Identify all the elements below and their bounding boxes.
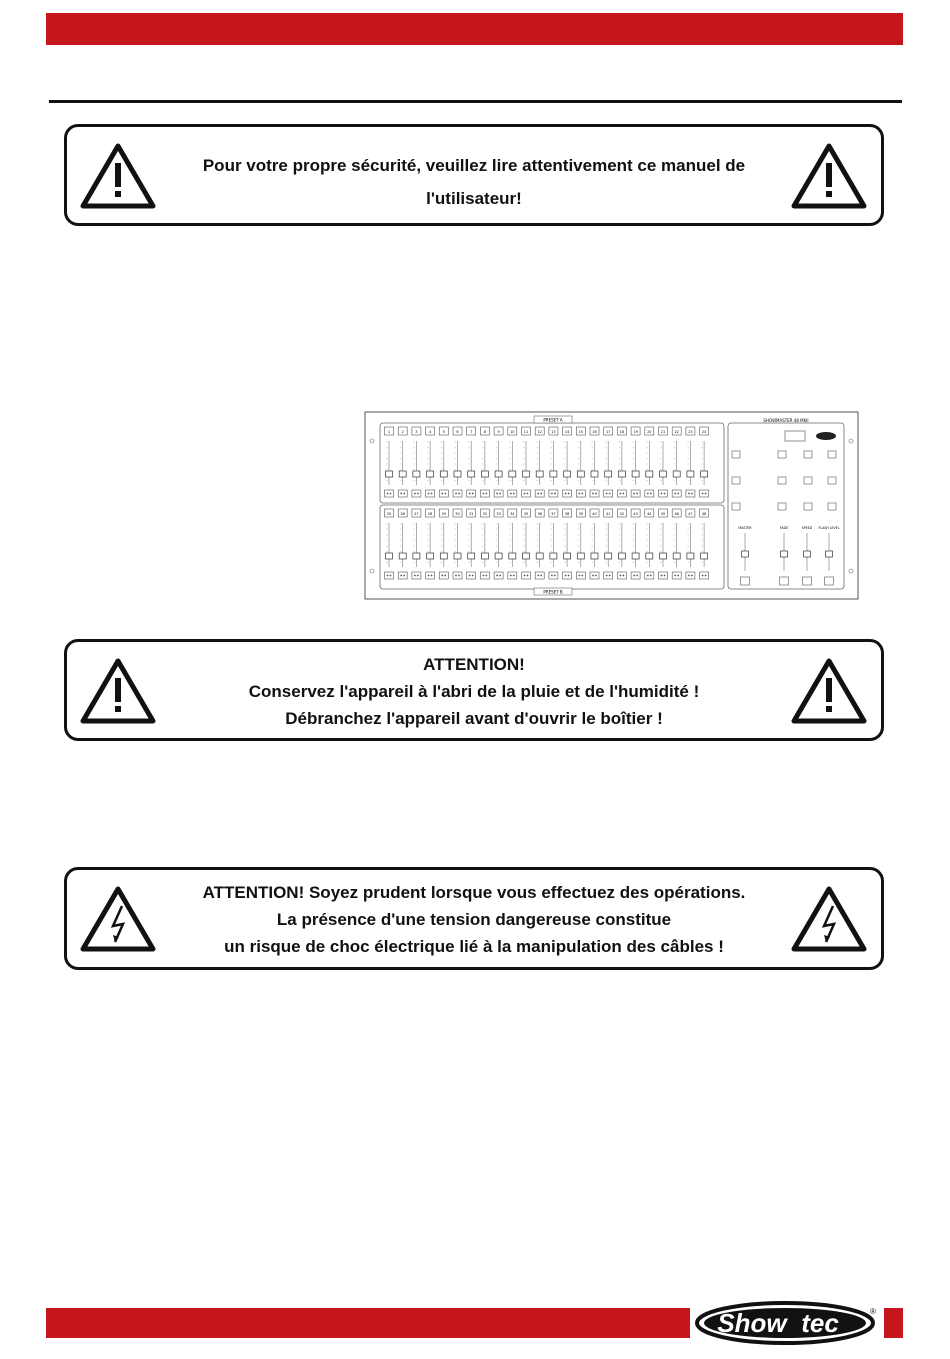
warning-line: La présence d'une tension dangereuse constitue xyxy=(276,910,672,929)
exclamation-triangle-icon xyxy=(80,143,156,209)
svg-text:FADE: FADE xyxy=(779,526,789,530)
svg-text:27: 27 xyxy=(414,512,419,516)
control-button xyxy=(778,477,786,484)
svg-text:7: 7 xyxy=(470,430,473,434)
control-button xyxy=(804,451,812,458)
svg-text:4: 4 xyxy=(428,430,432,434)
svg-text:MASTER: MASTER xyxy=(738,526,752,530)
control-button xyxy=(828,503,836,510)
control-button xyxy=(804,503,812,510)
preset-a-label: PRESET A xyxy=(543,417,563,423)
control-button xyxy=(732,477,740,484)
electrical-warning-box xyxy=(64,867,884,970)
svg-text:11: 11 xyxy=(523,430,529,434)
svg-text:FLASH LEVEL: FLASH LEVEL xyxy=(818,526,840,530)
svg-text:30: 30 xyxy=(455,512,460,516)
svg-text:10: 10 xyxy=(510,430,515,434)
svg-text:13: 13 xyxy=(551,430,556,434)
exclamation-triangle-icon xyxy=(80,658,156,724)
logo-registered-mark: ® xyxy=(870,1307,876,1316)
svg-text:37: 37 xyxy=(551,512,556,516)
svg-text:39: 39 xyxy=(578,512,584,516)
warning-line: Conservez l'appareil à l'abri de la pluie et de l'humidité ! xyxy=(248,682,700,701)
exclamation-triangle-icon xyxy=(791,143,867,209)
logo-text-tec: tec xyxy=(801,1308,839,1338)
svg-text:15: 15 xyxy=(578,430,584,434)
control-button xyxy=(778,503,786,510)
svg-text:43: 43 xyxy=(633,512,638,516)
exclamation-triangle-icon xyxy=(791,658,867,724)
svg-text:6: 6 xyxy=(456,430,459,434)
preset-b-label: PRESET B xyxy=(543,589,563,595)
svg-text:22: 22 xyxy=(674,430,679,434)
svg-text:40: 40 xyxy=(592,512,597,516)
svg-text:36: 36 xyxy=(537,512,542,516)
svg-text:2: 2 xyxy=(401,430,404,434)
control-button xyxy=(732,451,740,458)
warning-line: l'utilisateur! xyxy=(426,189,522,208)
header-rule xyxy=(49,100,902,103)
svg-text:24: 24 xyxy=(701,430,707,434)
lighting-console-illustration xyxy=(364,411,859,600)
control-button xyxy=(828,451,836,458)
svg-text:29: 29 xyxy=(441,512,447,516)
control-button xyxy=(778,451,786,458)
svg-text:17: 17 xyxy=(605,430,611,434)
svg-text:12: 12 xyxy=(537,430,542,434)
svg-text:3: 3 xyxy=(415,430,418,434)
svg-text:26: 26 xyxy=(400,512,405,516)
svg-text:18: 18 xyxy=(619,430,625,434)
svg-text:44: 44 xyxy=(647,512,652,516)
showtec-logo xyxy=(690,1298,884,1348)
warning-title: ATTENTION! xyxy=(423,655,525,674)
svg-text:32: 32 xyxy=(482,512,488,516)
svg-text:9: 9 xyxy=(497,430,500,434)
svg-text:34: 34 xyxy=(510,512,515,516)
warning-title: ATTENTION! Soyez prudent lorsque vous effectuez des opérations. xyxy=(202,883,746,902)
svg-text:14: 14 xyxy=(564,430,570,434)
lightning-triangle-icon xyxy=(80,886,156,952)
svg-text:8: 8 xyxy=(483,430,487,434)
svg-text:21: 21 xyxy=(660,430,666,434)
warning-line: un risque de choc électrique lié à la manipulation des câbles ! xyxy=(224,937,724,956)
warning-line: Pour votre propre sécurité, veuillez lire attentivement ce manuel de xyxy=(202,156,746,175)
logo-text-show: Show xyxy=(717,1308,787,1338)
svg-text:19: 19 xyxy=(633,430,638,434)
svg-text:23: 23 xyxy=(688,430,693,434)
svg-text:42: 42 xyxy=(619,512,625,516)
control-button xyxy=(828,477,836,484)
svg-text:25: 25 xyxy=(386,512,392,516)
svg-text:SPEED: SPEED xyxy=(801,526,813,530)
model-label: SHOWMASTER 48 MKII xyxy=(763,418,809,423)
safety-warning-box xyxy=(64,124,884,226)
svg-text:28: 28 xyxy=(427,512,433,516)
svg-text:46: 46 xyxy=(674,512,679,516)
control-button xyxy=(804,477,812,484)
svg-text:31: 31 xyxy=(468,512,474,516)
svg-text:38: 38 xyxy=(564,512,570,516)
svg-text:48: 48 xyxy=(701,512,707,516)
warning-line: Débranchez l'appareil avant d'ouvrir le boîtier ! xyxy=(285,709,663,728)
svg-text:1: 1 xyxy=(387,430,391,434)
svg-text:16: 16 xyxy=(592,430,597,434)
svg-text:35: 35 xyxy=(523,512,529,516)
svg-text:33: 33 xyxy=(496,512,501,516)
svg-text:41: 41 xyxy=(605,512,611,516)
svg-text:47: 47 xyxy=(688,512,693,516)
svg-text:5: 5 xyxy=(442,430,445,434)
lightning-triangle-icon xyxy=(791,886,867,952)
svg-text:20: 20 xyxy=(647,430,652,434)
header-bar xyxy=(46,13,903,45)
moisture-warning-box xyxy=(64,639,884,741)
svg-text:45: 45 xyxy=(660,512,666,516)
control-button xyxy=(732,503,740,510)
